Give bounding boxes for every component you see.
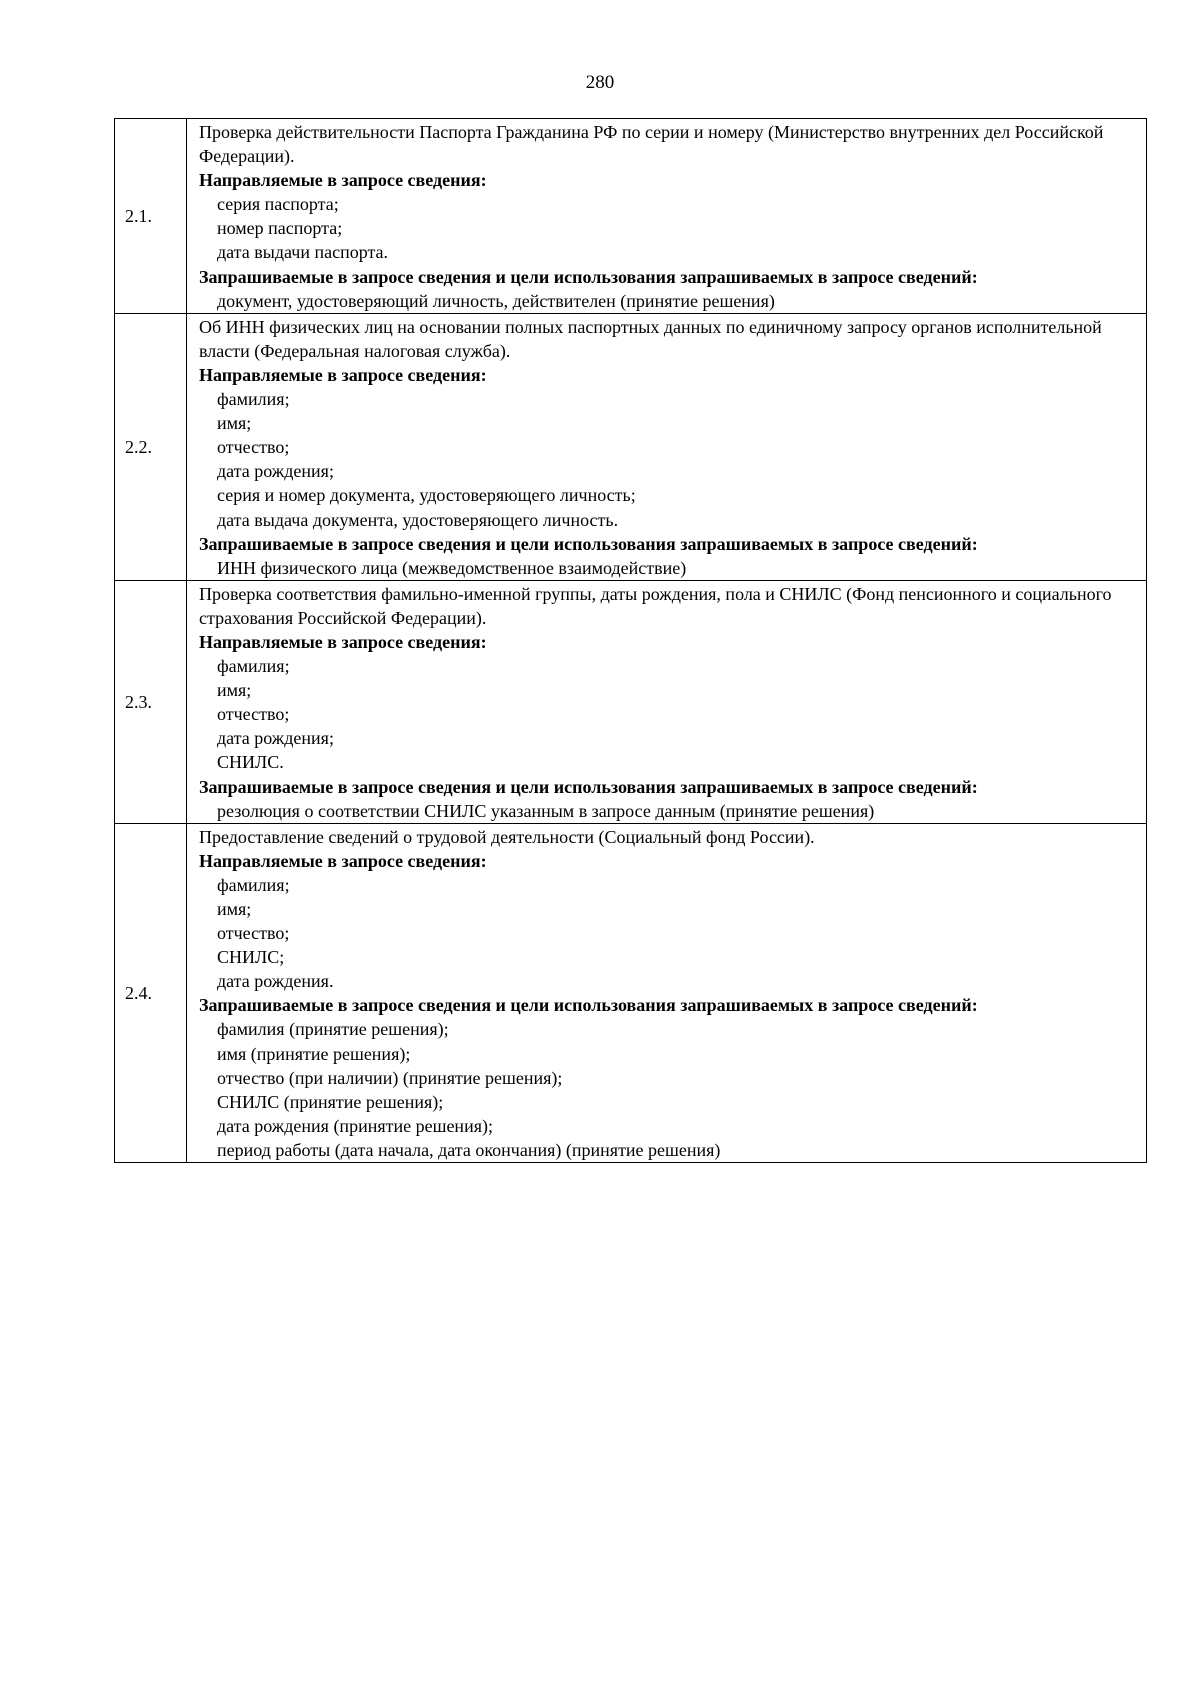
row-content bbox=[187, 580, 1147, 823]
requested-info-item: отчество (при наличии) (принятие решения); bbox=[217, 1067, 563, 1088]
sent-info-item: дата выдача документа, удостоверяющего личность. bbox=[217, 509, 619, 530]
sent-info-item: фамилия; bbox=[217, 656, 290, 677]
sent-info-item: номер паспорта; bbox=[217, 218, 343, 239]
requested-info-item: дата рождения (принятие решения); bbox=[217, 1115, 493, 1136]
row-number: 2.1. bbox=[115, 119, 187, 314]
requested-info-heading: Запрашиваемые в запросе сведения и цели использования запрашиваемых в запросе сведений: bbox=[199, 776, 978, 797]
requested-info-item: ИНН физического лица (межведомственное взаимодействие) bbox=[217, 557, 687, 578]
sent-info-item: имя; bbox=[217, 680, 252, 701]
requested-info-item: фамилия (принятие решения); bbox=[217, 1019, 449, 1040]
sent-info-heading: Направляемые в запросе сведения: bbox=[199, 850, 487, 871]
sent-info-item: имя; bbox=[217, 899, 252, 919]
sent-info-item: СНИЛС. bbox=[217, 752, 284, 773]
row-content bbox=[187, 823, 1147, 1162]
service-title: Проверка действительности Паспорта Гражданина РФ по серии и номеру (Министерство внутренних дел Российской Федерации). bbox=[199, 122, 1104, 167]
requested-info-heading: Запрашиваемые в запросе сведения и цели использования запрашиваемых в запросе сведений: bbox=[199, 533, 978, 554]
page-number: 280 bbox=[585, 72, 615, 93]
requested-info-item: резолюция о соответствии СНИЛС указанным в запросе данным (принятие решения) bbox=[217, 800, 875, 821]
row-number: 2.3. bbox=[115, 580, 187, 823]
requested-info-item: период работы (дата начала, дата окончания) (принятие решения) bbox=[217, 1139, 721, 1160]
sent-info-item: дата рождения. bbox=[217, 971, 334, 992]
requested-info-heading: Запрашиваемые в запросе сведения и цели использования запрашиваемых в запросе сведений: bbox=[199, 266, 978, 287]
requests-table bbox=[114, 118, 1147, 1163]
service-title: Об ИНН физических лиц на основании полных паспортных данных по единичному запросу органов исполнительной власти (Федеральная налоговая служба). bbox=[199, 316, 1102, 361]
sent-info-heading: Направляемые в запросе сведения: bbox=[199, 170, 487, 191]
sent-info-item: дата рождения; bbox=[217, 461, 334, 482]
row-content bbox=[187, 313, 1147, 580]
sent-info-item: фамилия; bbox=[217, 389, 290, 410]
sent-info-item: серия паспорта; bbox=[217, 194, 339, 215]
sent-info-item: СНИЛС; bbox=[217, 947, 285, 968]
table-row bbox=[115, 313, 1147, 580]
sent-info-item: имя; bbox=[217, 413, 252, 434]
sent-info-heading: Направляемые в запросе сведения: bbox=[199, 364, 487, 385]
sent-info-item: дата рождения; bbox=[217, 728, 334, 749]
row-number: 2.2. bbox=[115, 313, 187, 580]
row-content bbox=[187, 119, 1147, 314]
sent-info-item: отчество; bbox=[217, 923, 290, 944]
table-row bbox=[115, 580, 1147, 823]
sent-info-item: серия и номер документа, удостоверяющего личность; bbox=[217, 485, 636, 506]
table-row bbox=[115, 119, 1147, 314]
service-title: Проверка соответствия фамильно-именной группы, даты рождения, пола и СНИЛС (Фонд пенсионного и социального страхования Российской Федерации). bbox=[199, 583, 1112, 628]
requested-info-item: документ, удостоверяющий личность, действителен (принятие решения) bbox=[217, 290, 775, 311]
sent-info-item: дата выдачи паспорта. bbox=[217, 242, 389, 263]
row-number: 2.4. bbox=[115, 823, 187, 1162]
requested-info-heading: Запрашиваемые в запросе сведения и цели использования запрашиваемых в запросе сведений: bbox=[199, 995, 978, 1016]
service-title: Предоставление сведений о трудовой деятельности (Социальный фонд России). bbox=[199, 826, 815, 847]
requested-info-item: СНИЛС (принятие решения); bbox=[217, 1091, 444, 1112]
sent-info-item: фамилия; bbox=[217, 874, 290, 895]
sent-info-item: отчество; bbox=[217, 704, 290, 725]
sent-info-item: отчество; bbox=[217, 437, 290, 458]
table-row bbox=[115, 823, 1147, 1162]
sent-info-heading: Направляемые в запросе сведения: bbox=[199, 631, 487, 652]
requested-info-item: имя (принятие решения); bbox=[217, 1043, 411, 1064]
